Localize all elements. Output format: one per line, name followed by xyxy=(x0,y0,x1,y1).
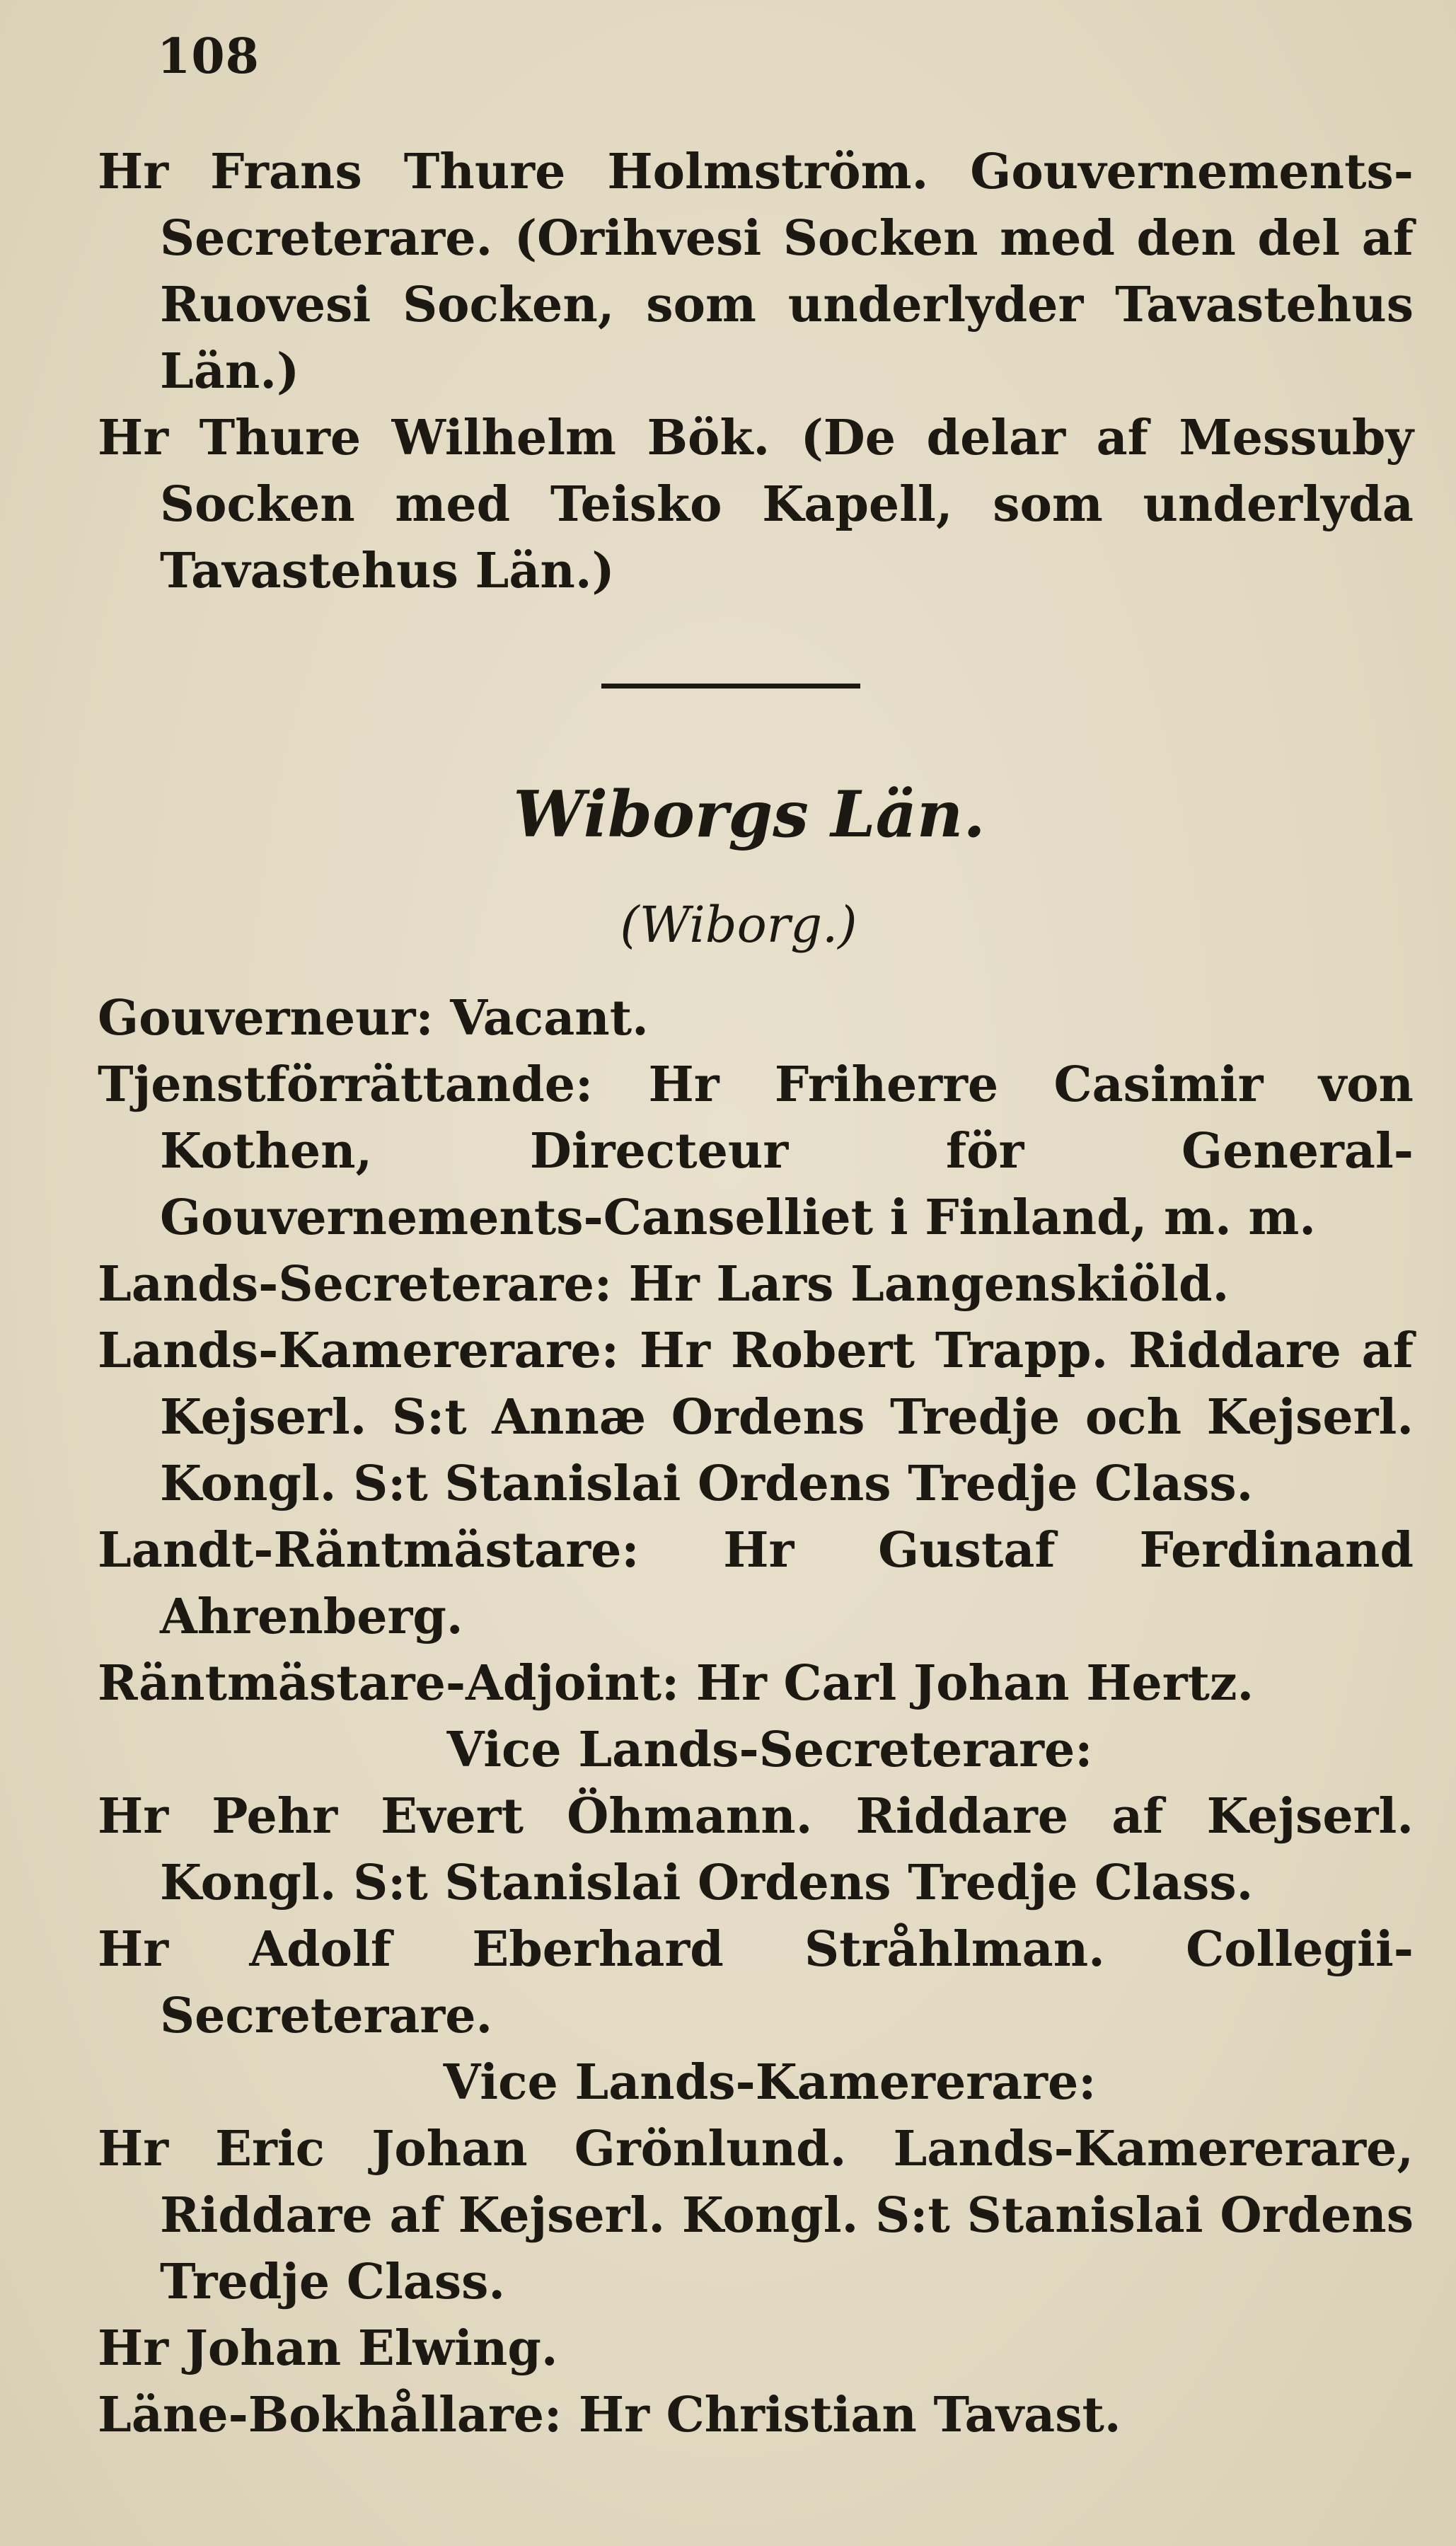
entry-landt-rantmastare: Landt-Räntmästare: Hr Gustaf Ferdinand Ahrenberg. xyxy=(98,1522,1414,1645)
entry-holmstrom: Hr Frans Thure Holmström. Gouvernements-Secreterare. (Orihvesi Socken med den del af Ruovesi Socken, som underlyder Tavastehus Län.) xyxy=(98,144,1414,400)
entry-lands-secreterare: Lands-Secreterare: Hr Lars Langenskiöld. xyxy=(98,1256,1230,1313)
top-entries xyxy=(98,139,1414,604)
entry-bok: Hr Thure Wilhelm Bök. (De delar af Messuby Socken med Teisko Kapell, som underlyda Tavastehus Län.) xyxy=(98,410,1414,599)
page-number: 108 xyxy=(157,28,260,85)
entry-gronlund: Hr Eric Johan Grönlund. Lands-Kamererare, Riddare af Kejserl. Kongl. S:t Stanislai Ordens Tredje Class. xyxy=(98,2121,1414,2310)
entry-rantmastare-adjoint: Räntmästare-Adjoint: Hr Carl Johan Hertz. xyxy=(98,1655,1254,1712)
entry-tjenstforrattande: Tjenstförrättande: Hr Friherre Casimir von Kothen, Directeur för General-Gouvernements-Canselliet i Finland, m. m. xyxy=(98,1056,1414,1246)
entry-lane-bokhallare: Läne-Bokhållare: Hr Christian Tavast. xyxy=(98,2387,1121,2443)
entry-elwing: Hr Johan Elwing. xyxy=(98,2320,558,2377)
section-subtitle: (Wiborg.) xyxy=(620,896,857,954)
entry-gouverneur: Gouverneur: Vacant. xyxy=(98,990,649,1047)
section-divider xyxy=(601,684,860,689)
subheading-vice-lands-secreterare: Vice Lands-Secreterare: xyxy=(446,1722,1093,1778)
subheading-vice-lands-kamererare: Vice Lands-Kamererare: xyxy=(443,2054,1097,2111)
entry-lands-kamererare: Lands-Kamererare: Hr Robert Trapp. Riddare af Kejserl. S:t Annæ Ordens Tredje och Kejserl. Kongl. S:t Stanislai Ordens Tredje Class. xyxy=(98,1323,1414,1512)
entry-strahlman: Hr Adolf Eberhard Stråhlman. Collegii-Secreterare. xyxy=(98,1921,1414,2044)
wiborg-entries xyxy=(98,985,1414,2448)
section-title: Wiborgs Län. xyxy=(513,777,986,852)
entry-ohmann: Hr Pehr Evert Öhmann. Riddare af Kejserl. Kongl. S:t Stanislai Ordens Tredje Class. xyxy=(98,1788,1414,1911)
